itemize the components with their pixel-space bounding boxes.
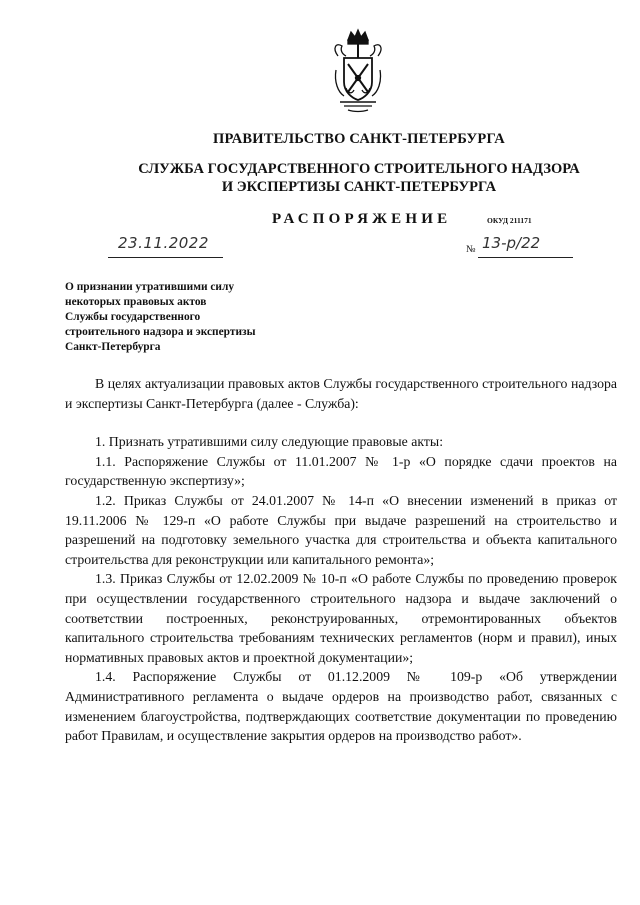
okud-code: ОКУД 211171	[487, 216, 532, 225]
service-title-line2: И ЭКСПЕРТИЗЫ САНКТ-ПЕТЕРБУРГА	[221, 179, 497, 195]
date-underline	[108, 256, 223, 258]
item-1-3: 1.3. Приказ Службы от 12.02.2009 № 10-п «О работе Службы по проведению проверок при осуществлении государственного строительного надзора и выдаче заключений о соответствии построенных, реконструированных, отремонтированных объектов капитального строительства требованиям технических регламентов (норм и правил), иных нормативных правовых актов и проектной документации»;	[65, 571, 617, 665]
subject-line: Службы государственного	[65, 311, 201, 323]
subject-line: строительного надзора и экспертизы	[65, 326, 256, 338]
item-1-4: 1.4. Распоряжение Службы от 01.12.2009 № 109-р «Об утверждении Административного регламента о выдаче ордеров на производство работ, связанных с изменением благоустройства, подтверждающих соответствие документации по проведению работ Правилам, и осуществление закрытия ордеров на производство работ».	[65, 669, 617, 744]
document-type: РАСПОРЯЖЕНИЕ	[272, 211, 452, 227]
item-1-1: 1.1. Распоряжение Службы от 11.01.2007 № 1-р «О порядке сдачи проектов на государственную экспертизу»;	[65, 453, 617, 489]
government-title: ПРАВИТЕЛЬСТВО САНКТ-ПЕТЕРБУРГА	[213, 131, 505, 147]
document-body	[65, 374, 617, 746]
handwritten-number: 13-р/22	[482, 234, 541, 252]
document-subject	[65, 280, 325, 355]
intro-paragraph: В целях актуализации правовых актов Службы государственного строительного надзора и экспертизы Санкт-Петербурга (далее - Служба):	[65, 376, 617, 411]
number-underline	[478, 256, 573, 258]
subject-line: некоторых правовых актов	[65, 296, 207, 308]
subject-line: Санкт-Петербурга	[65, 341, 161, 353]
subject-line: О признании утратившими силу	[65, 281, 235, 293]
item-1-2: 1.2. Приказ Службы от 24.01.2007 № 14-п «О внесении изменений в приказ от 19.11.2006 № 129-п «О работе Службы при выдаче разрешений на строительство и разрешений на подготовку земельного участка для строительства и объекта капитального строительства для реконструкции или капитального ремонта»;	[65, 492, 617, 567]
item-1: 1. Признать утратившими силу следующие правовые акты:	[95, 434, 444, 450]
service-title	[0, 160, 640, 196]
number-label: №	[466, 244, 476, 255]
service-title-line1: СЛУЖБА ГОСУДАРСТВЕННОГО СТРОИТЕЛЬНОГО НАДЗОРА	[138, 161, 580, 177]
handwritten-date: 23.11.2022	[118, 234, 209, 252]
coat-of-arms-emblem	[330, 26, 386, 114]
